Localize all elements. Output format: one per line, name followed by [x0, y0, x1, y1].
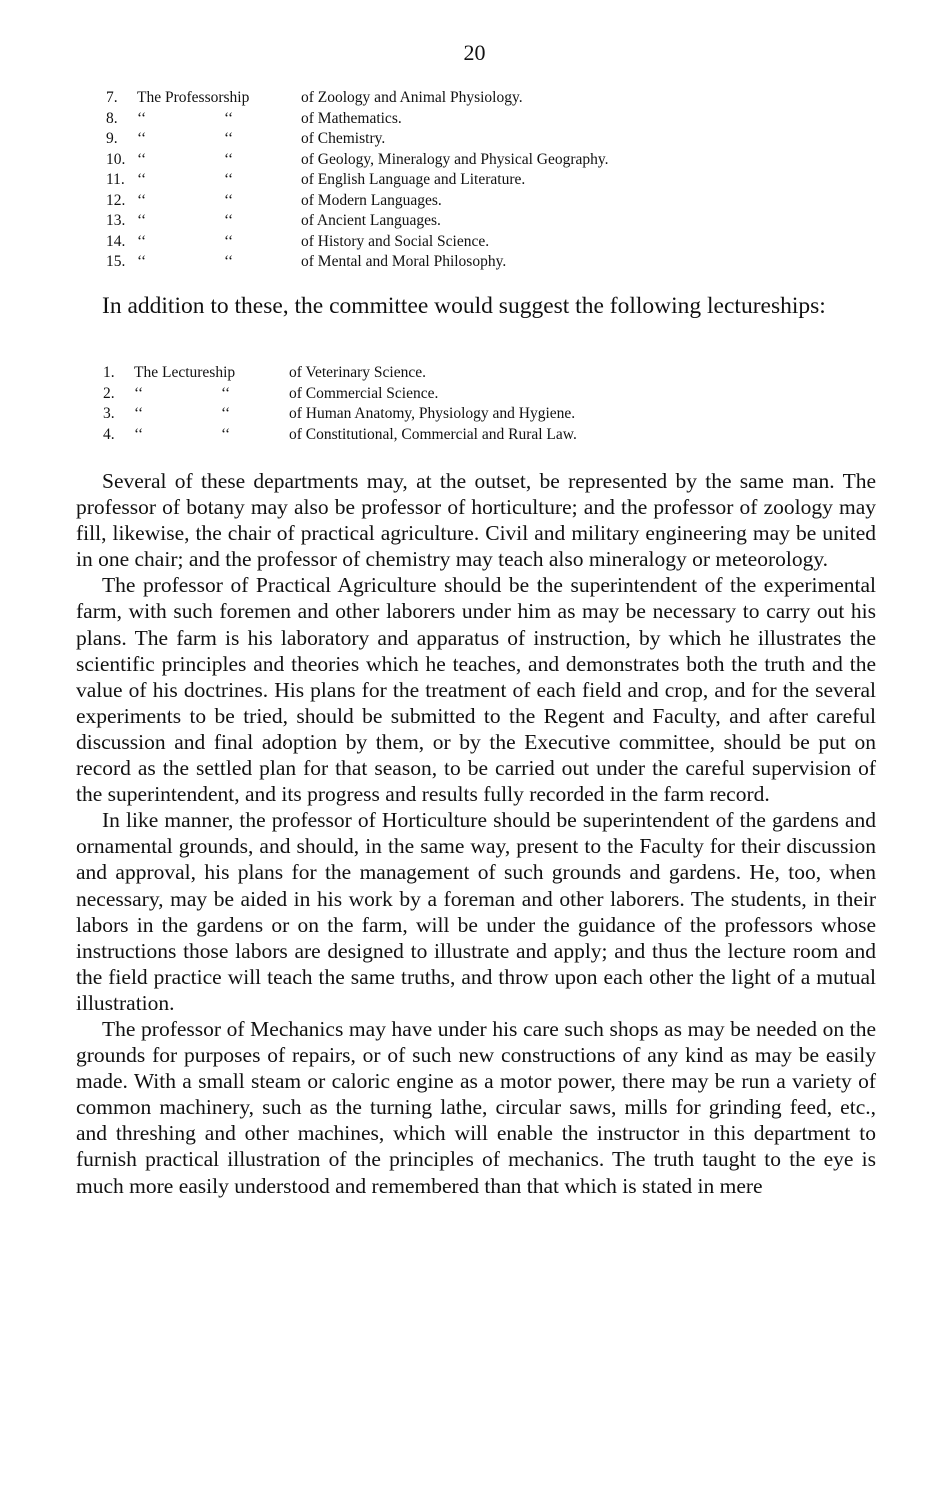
ditto-mark: ‘‘ — [221, 425, 231, 443]
item-subject: of English Language and Literature. — [301, 171, 526, 188]
ditto-marks — [137, 191, 301, 212]
ditto-marks — [137, 211, 301, 232]
item-number: 15. — [106, 253, 126, 270]
body-text — [76, 468, 876, 1199]
paragraph: In like manner, the professor of Horticulture should be superintendent of the gardens and ornamental grounds, and should, in the same way, present to the Faculty for their discussion and approval, his plans for the management of such grounds and gardens. He, too, when necessary, may be aided in his work by a foreman and other laborers. The students, in their labors in the gardens or on the farm, will be under the guidance of the professors whose instructions those labors are designed to illustrate and apply; and thus the lecture room and the field practice will teach the same truths, and throw upon each other the light of a mutual illustration. — [76, 808, 876, 1015]
list-item — [106, 88, 609, 109]
item-subject: of History and Social Science. — [301, 232, 490, 250]
ditto-marks — [137, 129, 301, 150]
ditto-mark: ‘‘ — [224, 253, 234, 270]
item-subject: of Modern Languages. — [301, 191, 442, 209]
ditto-mark: ‘‘ — [137, 232, 147, 250]
item-title: The Lectureship — [134, 364, 236, 381]
list-item — [106, 129, 609, 150]
list-item — [103, 363, 577, 384]
item-subject: of Mental and Moral Philosophy. — [301, 253, 507, 270]
item-number: 7. — [106, 89, 118, 106]
paragraph: The professor of Mechanics may have under his care such shops as may be needed on the grounds for purposes of repairs, or of such new constructions of any kind as may be easily made. With a small steam or caloric engine as a motor power, there may be run a variety of common machinery, such as the turning lathe, circular saws, mills for grinding feed, etc., and threshing and other machines, which will enable the instructor in this department to furnish practical illustration of the principles of mechanics. The truth taught to the eye is much more easily understood and remembered than that which is stated in mere — [76, 1016, 876, 1198]
professorship-list — [106, 88, 609, 273]
list-item — [103, 384, 577, 405]
ditto-mark: ‘‘ — [137, 171, 147, 188]
list-item — [103, 404, 577, 425]
item-title: The Professorship — [137, 89, 250, 106]
intro-paragraph: In addition to these, the committee would suggest the following lectureships: — [102, 293, 826, 319]
paragraph: The professor of Practical Agriculture should be the superintendent of the experimental farm, with such foremen and other laborers under him as may be necessary to carry out his plans. The farm is his laboratory and apparatus of instruction, by which he illustrates the scientific principles and theories which he teaches, and demonstrates both the truth and the value of his doctrines. His plans for the treatment of each field and crop, and for the several experiments to be tried, should be submitted to the Regent and Faculty, and after careful discussion and final adoption by them, or by the Executive committee, should be put on record as the settled plan for that season, to be carried out under the careful supervision of the superintendent, and its progress and results fully recorded in the farm record. — [76, 573, 876, 807]
item-number: 9. — [106, 130, 118, 147]
ditto-mark: ‘‘ — [224, 191, 234, 209]
list-item — [103, 425, 577, 446]
ditto-marks — [137, 232, 301, 253]
item-subject: of Zoology and Animal Physiology. — [301, 89, 523, 106]
item-subject: of Commercial Science. — [289, 384, 439, 402]
list-item — [106, 109, 609, 130]
ditto-mark: ‘‘ — [224, 171, 234, 188]
page-number: 20 — [463, 40, 486, 65]
item-number: 4. — [103, 425, 115, 443]
item-subject: of Ancient Languages. — [301, 212, 441, 229]
item-subject: of Chemistry. — [301, 130, 386, 147]
list-item — [106, 232, 609, 253]
list-item — [106, 170, 609, 191]
item-number: 8. — [106, 109, 118, 127]
lectureship-list — [103, 363, 577, 445]
list-item — [106, 252, 609, 273]
item-subject: of Human Anatomy, Physiology and Hygiene. — [289, 405, 576, 422]
list-item — [106, 150, 609, 171]
ditto-mark: ‘‘ — [134, 384, 144, 402]
ditto-mark: ‘‘ — [221, 405, 231, 422]
ditto-marks — [134, 404, 289, 425]
ditto-mark: ‘‘ — [137, 130, 147, 147]
ditto-mark: ‘‘ — [137, 191, 147, 209]
item-number: 10. — [106, 150, 126, 168]
list-item — [106, 211, 609, 232]
ditto-mark: ‘‘ — [137, 109, 147, 127]
item-number: 3. — [103, 405, 115, 422]
ditto-mark: ‘‘ — [137, 253, 147, 270]
item-number: 11. — [106, 171, 125, 188]
ditto-mark: ‘‘ — [134, 405, 144, 422]
ditto-mark: ‘‘ — [224, 232, 234, 250]
ditto-mark: ‘‘ — [134, 425, 144, 443]
ditto-marks — [137, 252, 301, 273]
item-number: 2. — [103, 384, 115, 402]
item-subject: of Veterinary Science. — [289, 364, 427, 381]
ditto-mark: ‘‘ — [224, 212, 234, 229]
ditto-marks — [134, 384, 289, 405]
item-number: 1. — [103, 364, 115, 381]
paragraph: Several of these departments may, at the outset, be represented by the same man. The professor of botany may also be professor of horticulture; and the professor of zoology may fill, likewise, the chair of practical agriculture. Civil and military engineering may be united in one chair; and the professor of chemistry may teach also mineralogy or meteorology. — [76, 469, 876, 572]
item-number: 14. — [106, 232, 126, 250]
ditto-marks — [137, 109, 301, 130]
item-subject: of Constitutional, Commercial and Rural Law. — [289, 425, 577, 443]
ditto-marks — [137, 150, 301, 171]
item-number: 12. — [106, 191, 126, 209]
ditto-marks — [134, 425, 289, 446]
ditto-mark: ‘‘ — [224, 130, 234, 147]
list-item — [106, 191, 609, 212]
ditto-mark: ‘‘ — [137, 212, 147, 229]
ditto-mark: ‘‘ — [137, 150, 147, 168]
ditto-marks — [137, 170, 301, 191]
ditto-mark: ‘‘ — [221, 384, 231, 402]
item-number: 13. — [106, 212, 126, 229]
item-subject: of Mathematics. — [301, 109, 402, 127]
ditto-mark: ‘‘ — [224, 150, 234, 168]
item-subject: of Geology, Mineralogy and Physical Geography. — [301, 150, 609, 168]
ditto-mark: ‘‘ — [224, 109, 234, 127]
